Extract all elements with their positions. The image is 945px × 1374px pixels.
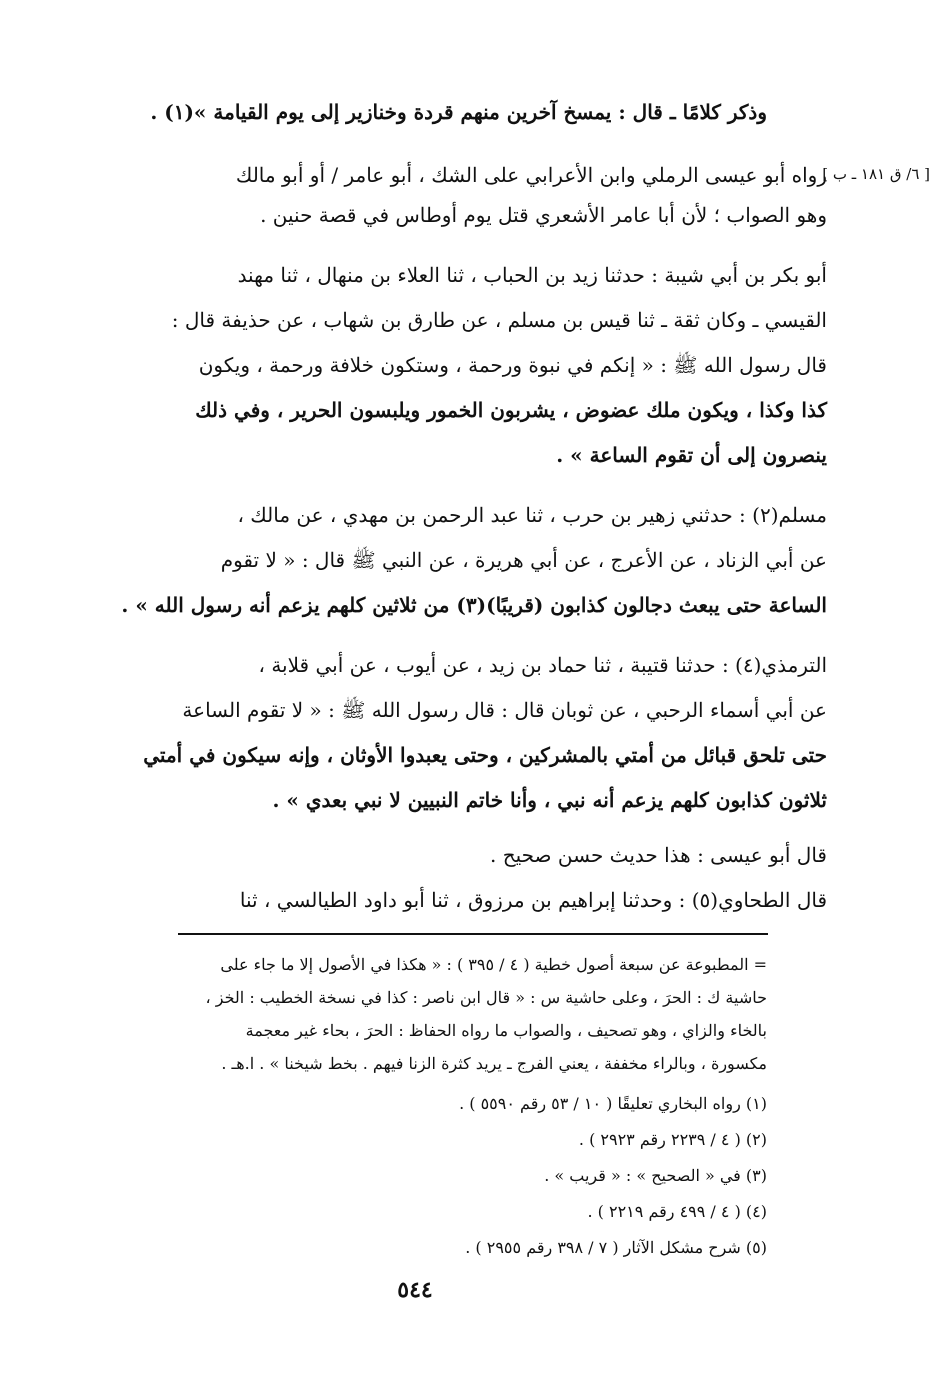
footnote-line-7: (٣) في « الصحيح » : « قريب » . [544, 1166, 767, 1185]
footnote-line-4: مكسورة ، وبالراء مخففة ، يعني الفرج ـ يريد كثرة الزنا فيهم . بخط شيخنا » . ا.هـ . [221, 1054, 767, 1073]
text-line-16: قال أبو عيسى : هذا حديث حسن صحيح . [489, 843, 827, 867]
footnote-line-5: (١) رواه البخاري تعليقًا ( ١٠ / ٥٣ رقم ٥٥٩٠ ) . [459, 1094, 767, 1113]
text-line-1: وذكر كلامًا ـ قال : يمسخ آخرين منهم قردة وخنازير إلى يوم القيامة »(١) . [150, 100, 767, 124]
footnote-line-2: حاشية ك : الحرَ ، وعلى حاشية س : « قال ابن ناصر : كذا في نسخة الخطيب : الخز ، [205, 988, 767, 1007]
text-line-12: الترمذي(٤) : حدثنا قتيبة ، ثنا حماد بن زيد ، عن أيوب ، عن أبي قلابة ، [258, 653, 827, 677]
footnote-separator [178, 933, 768, 935]
text-line-15: ثلاثون كذابون كلهم يزعم أنه نبي ، وأنا خاتم النبيين لا نبي بعدي » . [272, 788, 827, 812]
text-line-10: عن أبي الزناد ، عن الأعرج ، عن أبي هريرة ، عن النبي ﷺ قال : « لا تقوم [220, 548, 827, 572]
text-line-3: وهو الصواب ؛ لأن أبا عامر الأشعري قتل يوم أوطاس في قصة حنين . [260, 203, 827, 227]
text-line-11: الساعة حتى يبعث دجالون كذابون (قريبًا)(٣) من ثلاثين كلهم يزعم أنه رسول الله » . [121, 593, 827, 617]
text-line-13: عن أبي أسماء الرحبي ، عن ثوبان قال : قال رسول الله ﷺ : « لا تقوم الساعة [182, 698, 827, 722]
text-line-4: أبو بكر بن أبي شيبة : حدثنا زيد بن الحباب ، ثنا العلاء بن منهال ، ثنا مهند [237, 263, 827, 287]
text-line-8: ينصرون إلى أن تقوم الساعة » . [556, 443, 827, 467]
text-line-7: كذا وكذا ، ويكون ملك عضوض ، يشربون الخمور ويلبسون الحرير ، وفي ذلك [195, 398, 827, 422]
footnote-line-6: (٢) ( ٤ / ٢٢٣٩ رقم ٢٩٢٣ ) . [578, 1130, 767, 1149]
footnote-line-3: بالخاء والزاي ، وهو تصحيف ، والصواب ما رواه الحفاظ : الحرَ ، بحاء غير معجمة [245, 1021, 767, 1040]
text-line-9: مسلم(٢) : حدثني زهير بن حرب ، ثنا عبد الرحمن بن مهدي ، عن مالك ، [237, 503, 827, 527]
text-line-17: قال الطحاوي(٥) : وحدثنا إبراهيم بن مرزوق ، ثنا أبو داود الطيالسي ، ثنا [239, 888, 827, 912]
footnote-line-9: (٥) شرح مشكل الآثار ( ٧ / ٣٩٨ رقم ٢٩٥٥ ) . [465, 1238, 767, 1257]
footnote-line-1: = المطبوعة عن سبعة أصول خطية ( ٤ / ٣٩٥ ) : « هكذا في الأصول إلا ما جاء على [220, 955, 767, 974]
text-line-5: القيسي ـ وكان ثقة ـ ثنا قيس بن مسلم ، عن طارق بن شهاب ، عن حذيفة قال : [171, 308, 827, 332]
footnote-line-8: (٤) ( ٤ / ٤٩٩ رقم ٢٢١٩ ) . [587, 1202, 767, 1221]
text-line-2: رواه أبو عيسى الرملي وابن الأعرابي على الشك ، أبو عامر / أو أبو مالك [235, 163, 827, 187]
text-line-6: قال رسول الله ﷺ : « إنكم في نبوة ورحمة ، وستكون خلافة ورحمة ، ويكون [198, 353, 827, 377]
margin-manuscript-reference: [ ٦/ ق ١٨١ ـ ب ] [822, 165, 930, 183]
text-line-14: حتى تلحق قبائل من أمتي بالمشركين ، وحتى يعبدوا الأوثان ، وإنه سيكون في أمتي [143, 743, 827, 767]
page-number: ٥٤٤ [397, 1277, 433, 1303]
